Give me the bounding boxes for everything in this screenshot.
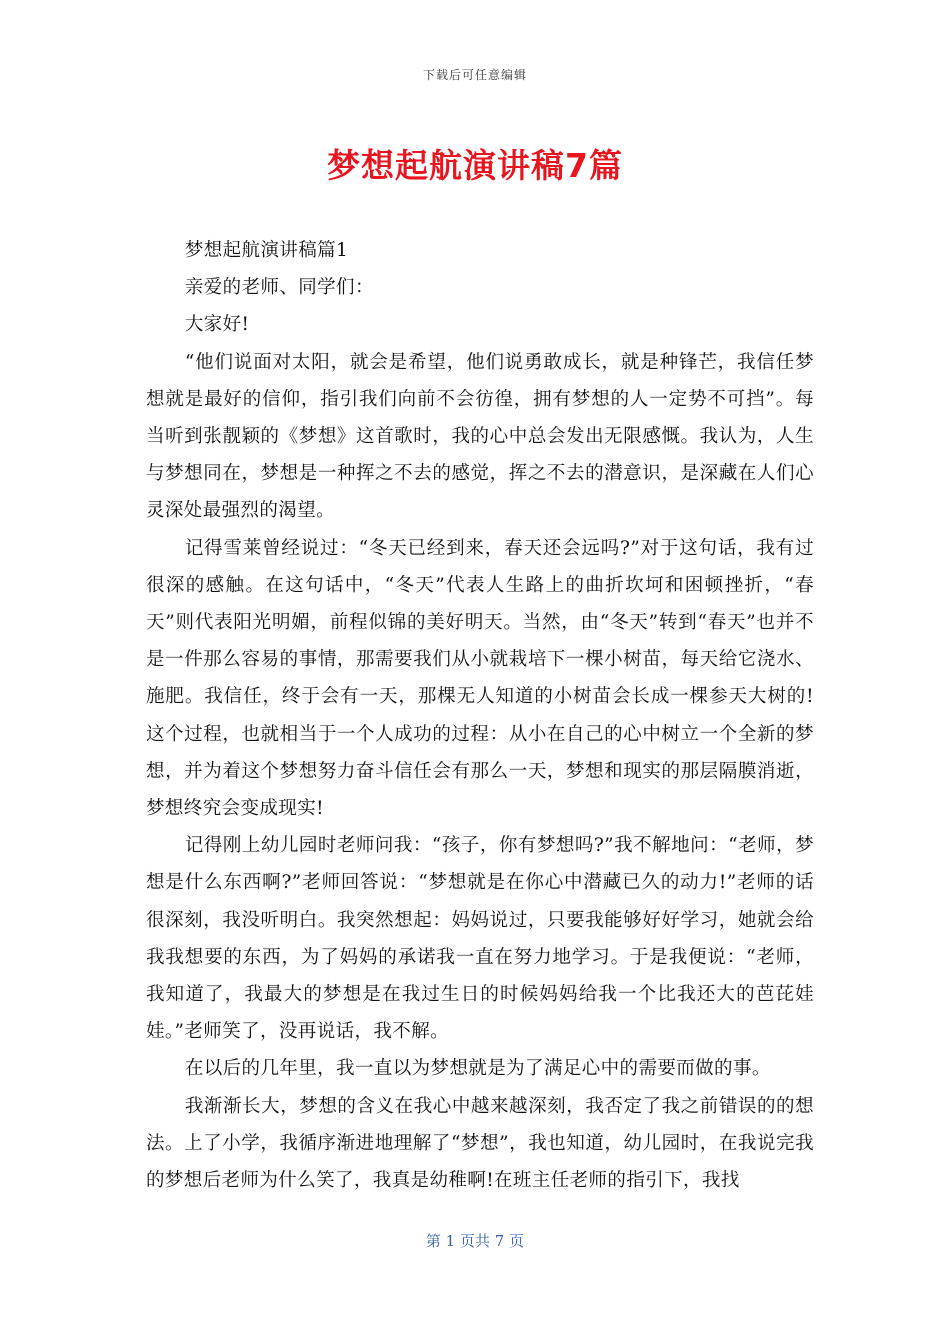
paragraph-body: “他们说面对太阳，就会是希望，他们说勇敢成长，就是种锋芒，我信任梦想就是最好的信仰，指引我们向前不会彷徨，拥有梦想的人一定势不可挡”。每当听到张靓颖的《梦想》这首歌时，我的心中总会发出无限感慨。我认为，人生与梦想同在，梦想是一种挥之不去的感觉，挥之不去的潜意识，是深藏在人们心灵深处最强烈的渴望。	[146, 351, 814, 522]
paragraph-section-heading: 梦想起航演讲稿篇1	[184, 240, 349, 261]
paragraph-salutation: 亲爱的老师、同学们：	[184, 277, 374, 299]
page-number-footer: 第 1 页共 7 页	[425, 1232, 525, 1250]
header-note: 下载后可任意编辑	[422, 68, 527, 82]
paragraph-greeting: 大家好!	[184, 314, 250, 336]
paragraph-body: 记得雪莱曾经说过：“冬天已经到来，春天还会远吗?”对于这句话，我有过很深的感触。在这句话中，“冬天”代表人生路上的曲折坎坷和困顿挫折，“春天”则代表阳光明媚，前程似锦的美好明天。当然，由“冬天”转到“春天”也并不是一件那么容易的事情，那需要我们从小就栽培下一棵小树苗，每天给它浇水、施肥。我信任，终于会有一天，那棵无人知道的小树苗会长成一棵参天大树的!这个过程，也就相当于一个人成功的过程：从小在自己的心中树立一个全新的梦想，并为着这个梦想努力奋斗信任会有那么一天，梦想和现实的那层隔膜消逝，梦想终究会变成现实!	[146, 537, 814, 820]
document-title: 梦想起航演讲稿7篇	[327, 146, 623, 185]
paragraph-body: 记得刚上幼儿园时老师问我：“孩子，你有梦想吗?”我不解地问：“老师，梦想是什么东西啊?”老师回答说：“梦想就是在你心中潜藏已久的动力!”老师的话很深刻，我没听明白。我突然想起：妈妈说过，只要我能够好好学习，她就会给我我想要的东西，为了妈妈的承诺我一直在努力地学习。于是我便说：“老师，我知道了，我最大的梦想是在我过生日的时候妈妈给我一个比我还大的芭芘娃娃。”老师笑了，没再说话，我不解。	[146, 835, 814, 1043]
document-body	[146, 232, 814, 1199]
paragraph-body: 我渐渐长大，梦想的含义在我心中越来越深刻，我否定了我之前错误的的想法。上了小学，我循序渐进地理解了“梦想”，我也知道，幼儿园时，在我说完我的梦想后老师为什么笑了，我真是幼稚啊!在班主任老师的指引下，我找	[146, 1095, 814, 1192]
paragraph-body: 在以后的几年里，我一直以为梦想就是为了满足心中的需要而做的事。	[184, 1058, 771, 1080]
